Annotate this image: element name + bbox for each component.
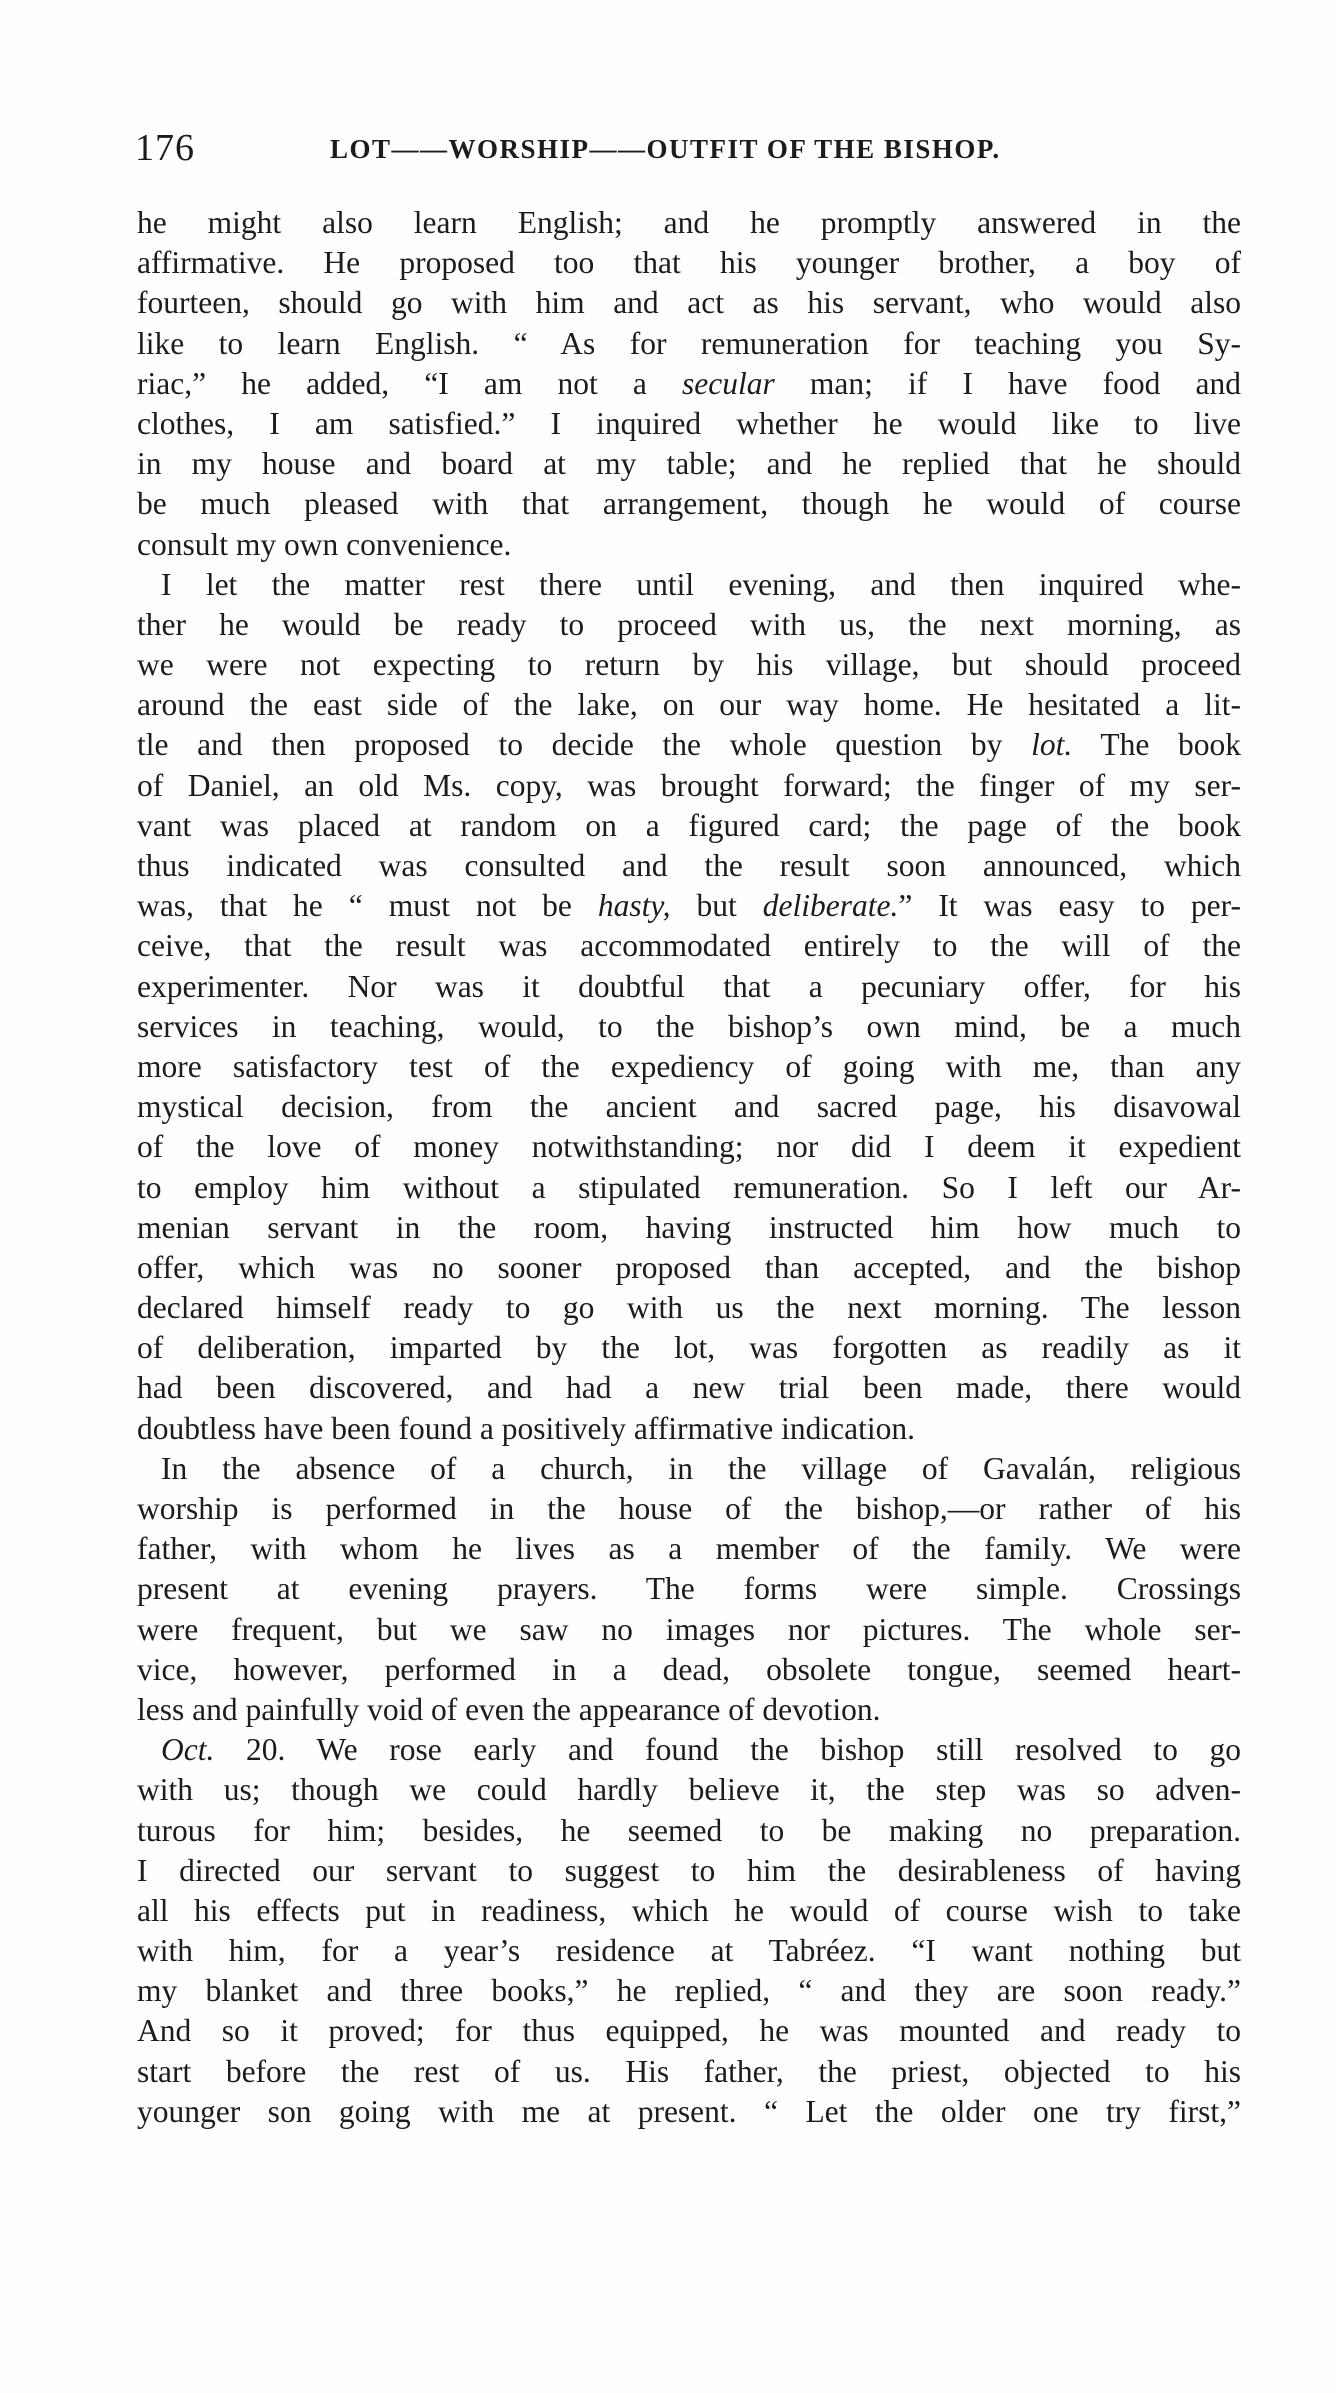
text-line: [137, 1569, 1241, 1609]
text-line: [137, 1931, 1241, 1971]
text-segment: with us; though we could hardly believe it, the step was so adven-: [137, 1772, 1241, 1808]
text-line: [137, 324, 1241, 364]
text-segment: like to learn English. “ As for remuneration for teaching you Sy-: [137, 325, 1241, 361]
text-line: [137, 1489, 1241, 1529]
text-segment: had been discovered, and had a new trial been made, there would: [137, 1370, 1241, 1406]
text-line: [137, 967, 1241, 1007]
text-line: [137, 645, 1241, 685]
text-line: [137, 605, 1241, 645]
text-line: [137, 2092, 1241, 2132]
text-line: [137, 364, 1241, 404]
text-line: [137, 1891, 1241, 1931]
text-line: [137, 1087, 1241, 1127]
text-line: [137, 1529, 1241, 1569]
text-segment: declared himself ready to go with us the next morning. The lesson: [137, 1290, 1241, 1326]
text-line: [137, 1368, 1241, 1408]
italic-text-segment: deliberate.: [762, 888, 899, 924]
text-segment: And so it proved; for thus equipped, he was mounted and ready to: [137, 2013, 1241, 2049]
text-segment: In the absence of a church, in the village of Gavalán, religious: [161, 1450, 1241, 1486]
italic-text-segment: hasty,: [597, 888, 671, 924]
text-segment: of Daniel, an old Ms. copy, was brought forward; the finger of my ser-: [137, 767, 1241, 803]
text-segment: 20. We rose early and found the bishop still resolved to go: [214, 1732, 1241, 1768]
text-segment: tle and then proposed to decide the whole question by: [137, 727, 1032, 763]
text-line: [137, 2011, 1241, 2051]
text-segment: affirmative. He proposed too that his younger brother, a boy of: [137, 245, 1241, 281]
text-segment: around the east side of the lake, on our way home. He hesitated a lit-: [137, 687, 1241, 723]
text-segment: clothes, I am satisfied.” I inquired whether he would like to live: [137, 405, 1241, 441]
text-segment: experimenter. Nor was it doubtful that a pecuniary offer, for his: [137, 968, 1241, 1004]
italic-text-segment: Oct.: [161, 1732, 215, 1768]
text-segment: offer, which was no sooner proposed than accepted, and the bishop: [137, 1249, 1241, 1285]
text-segment: were frequent, but we saw no images nor pictures. The whole ser-: [137, 1611, 1241, 1647]
text-segment: consult my own convenience.: [137, 526, 512, 562]
text-segment: The book: [1072, 727, 1241, 763]
text-segment: man; if I have food and: [774, 365, 1241, 401]
text-segment: thus indicated was consulted and the result soon announced, which: [137, 848, 1241, 883]
text-line: [137, 886, 1241, 926]
text-line: [137, 725, 1241, 765]
text-line: [137, 1409, 1241, 1449]
body-text: [137, 203, 1241, 2132]
text-line: [137, 1811, 1241, 1851]
text-segment: vant was placed at random on a figured card; the page of the book: [137, 807, 1241, 843]
text-segment: with him, for a year’s residence at Tabréez. “I want nothing but: [137, 1933, 1241, 1969]
text-line: [137, 1168, 1241, 1208]
text-segment: I directed our servant to suggest to him the desirableness of having: [137, 1852, 1241, 1888]
text-line: [137, 1449, 1241, 1489]
text-segment: ” It was easy to per-: [898, 888, 1242, 924]
text-segment: worship is performed in the house of the bishop,—or rather of his: [137, 1491, 1241, 1526]
text-segment: more satisfactory test of the expediency of going with me, than any: [137, 1048, 1241, 1084]
text-line: [137, 1610, 1241, 1650]
page-header: [135, 126, 1235, 176]
text-segment: my blanket and three books,” he replied, “ and they are soon ready.”: [137, 1973, 1241, 2009]
text-segment: less and painfully void of even the appearance of devotion.: [137, 1691, 881, 1727]
italic-text-segment: secular: [682, 365, 775, 401]
text-line: [137, 1650, 1241, 1690]
page-number: 176: [135, 127, 195, 169]
text-segment: I let the matter rest there until evening, and then inquired whe-: [161, 566, 1241, 602]
text-segment: services in teaching, would, to the bishop’s own mind, be a much: [137, 1008, 1241, 1044]
text-line: [137, 2052, 1241, 2092]
text-line: [137, 685, 1241, 725]
text-segment: ceive, that the result was accommodated entirely to the will of the: [137, 928, 1241, 964]
text-line: [137, 484, 1241, 524]
text-line: [137, 846, 1241, 886]
running-title: LOT——WORSHIP——OUTFIT OF THE BISHOP.: [330, 134, 1001, 164]
text-line: [137, 1127, 1241, 1167]
text-line: [137, 1047, 1241, 1087]
text-line: [137, 1971, 1241, 2011]
italic-text-segment: lot.: [1031, 727, 1073, 763]
text-line: [137, 1770, 1241, 1810]
text-line: [137, 243, 1241, 283]
text-segment: he might also learn English; and he promptly answered in the: [137, 205, 1241, 240]
text-segment: in my house and board at my table; and he replied that he should: [137, 446, 1241, 482]
text-line: [137, 766, 1241, 806]
text-line: [137, 1208, 1241, 1248]
text-line: [137, 1248, 1241, 1288]
text-line: [137, 1288, 1241, 1328]
text-line: [137, 283, 1241, 323]
text-segment: of deliberation, imparted by the lot, was forgotten as readily as it: [137, 1330, 1241, 1366]
text-segment: to employ him without a stipulated remuneration. So I left our Ar-: [137, 1169, 1241, 1205]
text-line: [137, 1007, 1241, 1047]
text-segment: start before the rest of us. His father, the priest, objected to his: [137, 2053, 1241, 2089]
text-line: [137, 806, 1241, 846]
text-segment: be much pleased with that arrangement, though he would of course: [137, 486, 1241, 522]
text-line: [137, 1851, 1241, 1891]
text-line: [137, 1328, 1241, 1368]
text-line: [137, 525, 1241, 565]
text-segment: doubtless have been found a positively affirmative indication.: [137, 1410, 915, 1446]
text-segment: was, that he “ must not be: [137, 888, 598, 924]
text-line: [137, 565, 1241, 605]
text-segment: ther he would be ready to proceed with us, the next morning, as: [137, 606, 1241, 642]
text-line: [137, 1690, 1241, 1730]
text-line: [137, 926, 1241, 966]
text-line: [137, 444, 1241, 484]
text-line: [137, 203, 1241, 243]
text-segment: all his effects put in readiness, which he would of course wish to take: [137, 1892, 1241, 1928]
text-segment: we were not expecting to return by his village, but should proceed: [137, 647, 1241, 683]
text-segment: vice, however, performed in a dead, obsolete tongue, seemed heart-: [137, 1651, 1241, 1687]
text-line: [137, 1730, 1241, 1770]
text-segment: present at evening prayers. The forms were simple. Crossings: [137, 1571, 1241, 1607]
text-segment: but: [670, 888, 763, 924]
text-segment: mystical decision, from the ancient and sacred page, his disavowal: [137, 1089, 1241, 1125]
text-segment: turous for him; besides, he seemed to be making no preparation.: [137, 1812, 1241, 1848]
text-segment: father, with whom he lives as a member of the family. We were: [137, 1531, 1241, 1567]
text-segment: younger son going with me at present. “ Let the older one try first,”: [137, 2093, 1241, 2129]
text-segment: riac,” he added, “I am not a: [137, 365, 683, 401]
text-segment: of the love of money notwithstanding; nor did I deem it expedient: [137, 1129, 1241, 1165]
text-line: [137, 404, 1241, 444]
text-segment: fourteen, should go with him and act as his servant, who would also: [137, 285, 1241, 321]
text-segment: menian servant in the room, having instructed him how much to: [137, 1209, 1241, 1245]
